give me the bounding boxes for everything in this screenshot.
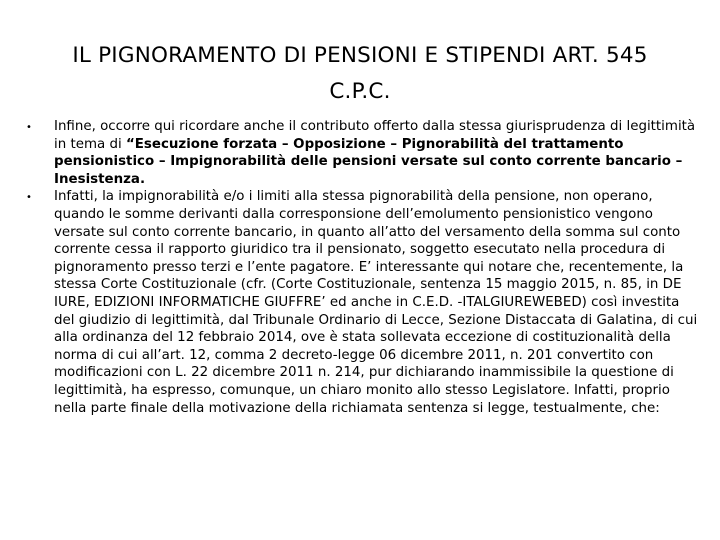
bullet-text-2: Infatti, la impignorabilità e/o i limiti alla stessa pignorabilità della pensione, non operano, quando le somme derivanti dalla corresponsione dell’emolumento pensionistico vengono versate sul conto corrente bancario, in quanto all’atto del versamento della somma sul conto corrente cessa il rapporto giuridico tra il pensionato, soggetto esecutato nella procedura di pignoramento presso terzi e l’ente pagatore. E’ interessante qui notare che, recentemente, la stessa Corte Costituzionale (cfr. (Corte Costituzionale, sentenza 15 maggio 2015, n. 85, in DE IURE, EDIZIONI INFORMATICHE GIUFFRE’ ed anche in C.E.D. -ITALGIUREWEBED) così investita del giudizio di legittimità, dal Tribunale Ordinario di Lecce, Sezione Distaccata di Galatina, di cui alla ordinanza del 12 febbraio 2014, ove è stata sollevata eccezione di costituzionalità della norma di cui all’art. 12, comma 2 decreto-legge 06 dicembre 2011, n. 201 convertito con modificazioni con L. 22 dicembre 2011 n. 214, pur dichiarando inammissibile la questione di legittimità, ha espresso, comunque, un chiaro monito allo stesso Legislatore. Infatti, proprio nella parte finale della motivazione della richiamata sentenza si legge, testualmente, che:: [54, 189, 698, 416]
bullet-list: [26, 118, 702, 417]
bullet-1-bold-heading: “Esecuzione forzata – Opposizione – Pignorabilità del trattamento pensionistico – Impignorabilità delle pensioni versate sul conto corrente bancario – Inesistenza.: [54, 136, 683, 187]
slide-title: IL PIGNORAMENTO DI PENSIONI E STIPENDI ART. 545 C.P.C.: [72, 43, 648, 104]
bullet-icon: •: [26, 122, 32, 133]
bullet-text-1: [54, 118, 702, 188]
bullet-icon: •: [26, 192, 32, 204]
bullet-1-intro: Infine, occorre qui ricordare anche il contributo offerto dalla stessa giurisprudenza di legittimità in tema di: [54, 119, 696, 152]
bullet-item-2: [26, 188, 702, 417]
bullet-item-1: [26, 118, 702, 188]
